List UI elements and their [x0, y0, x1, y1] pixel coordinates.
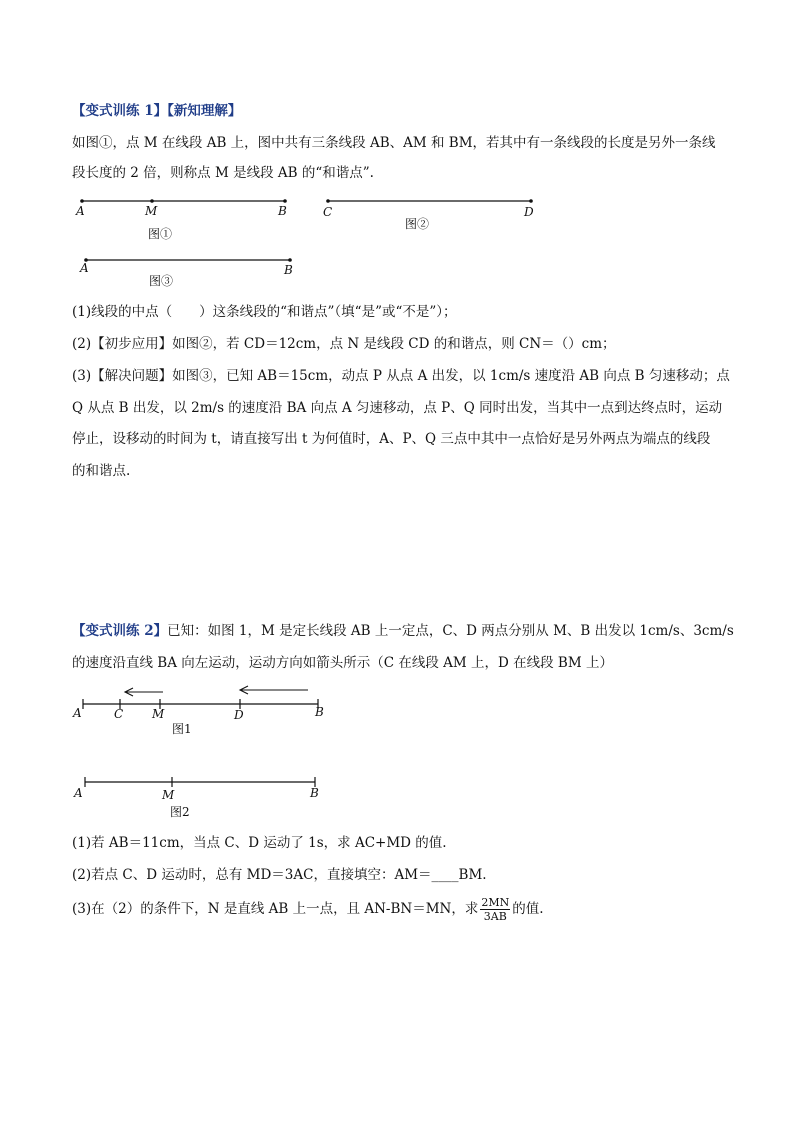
heading-tag: 】【新知理解】	[153, 103, 242, 119]
section1-question-3-line4: 的和谐点.	[72, 463, 131, 479]
fraction-denominator: 3AB	[483, 910, 507, 923]
label-A: A	[76, 204, 85, 218]
section1-question-3-line1: (3)【解决问题】如图③，已知 AB＝15cm，动点 P 从点 A 出发，以 1cm/s 速度沿 AB 向点 B 匀速移动；点	[72, 368, 730, 384]
point-B	[288, 258, 292, 262]
label-A: A	[74, 786, 83, 800]
label-D: D	[524, 205, 534, 219]
heading-label: 变式训练 1	[85, 103, 154, 119]
question-3-text: (3)在（2）的条件下，N 是直线 AB 上一点，且 AN-BN＝MN，求	[72, 901, 479, 917]
section2-question-3	[72, 896, 544, 923]
figure-caption: 图2	[170, 805, 190, 819]
figure-2-segment-CD	[318, 195, 548, 237]
point-B	[283, 199, 287, 203]
section1-intro-line2: 段长度的 2 倍，则称点 M 是线段 AB 的“和谐点”.	[72, 165, 374, 181]
label-M: M	[145, 204, 158, 218]
section1-question-2: (2)【初步应用】如图②，若 CD＝12cm，点 N 是线段 CD 的和谐点，则 CN＝（）cm；	[72, 336, 616, 352]
label-M: M	[162, 788, 175, 802]
point-D	[529, 199, 533, 203]
label-B: B	[284, 263, 293, 277]
section1-question-3-line2: Q 从点 B 出发，以 2m/s 的速度沿 BA 向点 A 匀速移动，点 P、Q 同时出发，当其中一点到达终点时，运动	[72, 400, 723, 416]
heading-label: 变式训练 2	[85, 623, 154, 639]
point-M	[150, 199, 154, 203]
point-C	[326, 199, 330, 203]
arrow-left-icon	[240, 686, 308, 694]
heading-bracket-close: 】	[153, 623, 168, 639]
figure-caption: 图②	[405, 217, 430, 231]
section2-heading-line1	[72, 622, 734, 640]
label-C: C	[323, 205, 333, 219]
figure-caption: 图1	[172, 722, 192, 736]
label-B: B	[278, 204, 287, 218]
point-A	[80, 199, 84, 203]
heading-bracket: 【	[72, 103, 86, 119]
label-B: B	[310, 786, 319, 800]
section2-intro-line2: 的速度沿直线 BA 向左运动，运动方向如箭头所示（C 在线段 AM 上，D 在线段 BM 上）	[72, 655, 613, 671]
figure-caption: 图③	[149, 274, 174, 288]
section2-intro-line1: 已知：如图 1，M 是定长线段 AB 上一定点，C、D 两点分别从 M、B 出发以 1cm/s、3cm/s	[167, 623, 734, 639]
label-D: D	[234, 708, 244, 722]
figure-3-segment-AB	[76, 254, 306, 294]
arrow-left-icon	[125, 688, 163, 696]
label-B: B	[315, 705, 324, 719]
section1-question-3-line3: 停止，设移动的时间为 t，请直接写出 t 为何值时，A、P、Q 三点中其中一点恰好是另外两点为端点的线段	[72, 431, 711, 447]
fraction-2MN-over-3AB	[480, 896, 510, 923]
figure-caption: 图①	[148, 227, 173, 241]
question-3-suffix: 的值.	[512, 901, 544, 917]
label-C: C	[114, 707, 124, 721]
heading-bracket: 【	[72, 623, 86, 639]
section1-intro-line1: 如图①，点 M 在线段 AB 上，图中共有三条线段 AB、AM 和 BM，若其中有一条线段的长度是另外一条线	[72, 135, 716, 151]
label-A: A	[80, 261, 89, 275]
label-A: A	[73, 706, 82, 720]
label-M: M	[152, 707, 165, 721]
section2-question-1: (1)若 AB＝11cm，当点 C、D 运动了 1s，求 AC+MD 的值.	[72, 835, 447, 851]
section1-heading	[72, 102, 241, 120]
fraction-numerator: 2MN	[481, 896, 510, 909]
figure-2-segment-AMB	[70, 772, 340, 822]
figure-1-moving-points	[70, 682, 340, 740]
section1-question-1: (1)线段的中点（ ）这条线段的“和谐点”（填“是”或“不是”）；	[72, 304, 457, 320]
figure-1-segment-AMB	[70, 195, 300, 245]
section2-question-2: (2)若点 C、D 运动时，总有 MD＝3AC，直接填空：AM＝____BM.	[72, 867, 487, 883]
